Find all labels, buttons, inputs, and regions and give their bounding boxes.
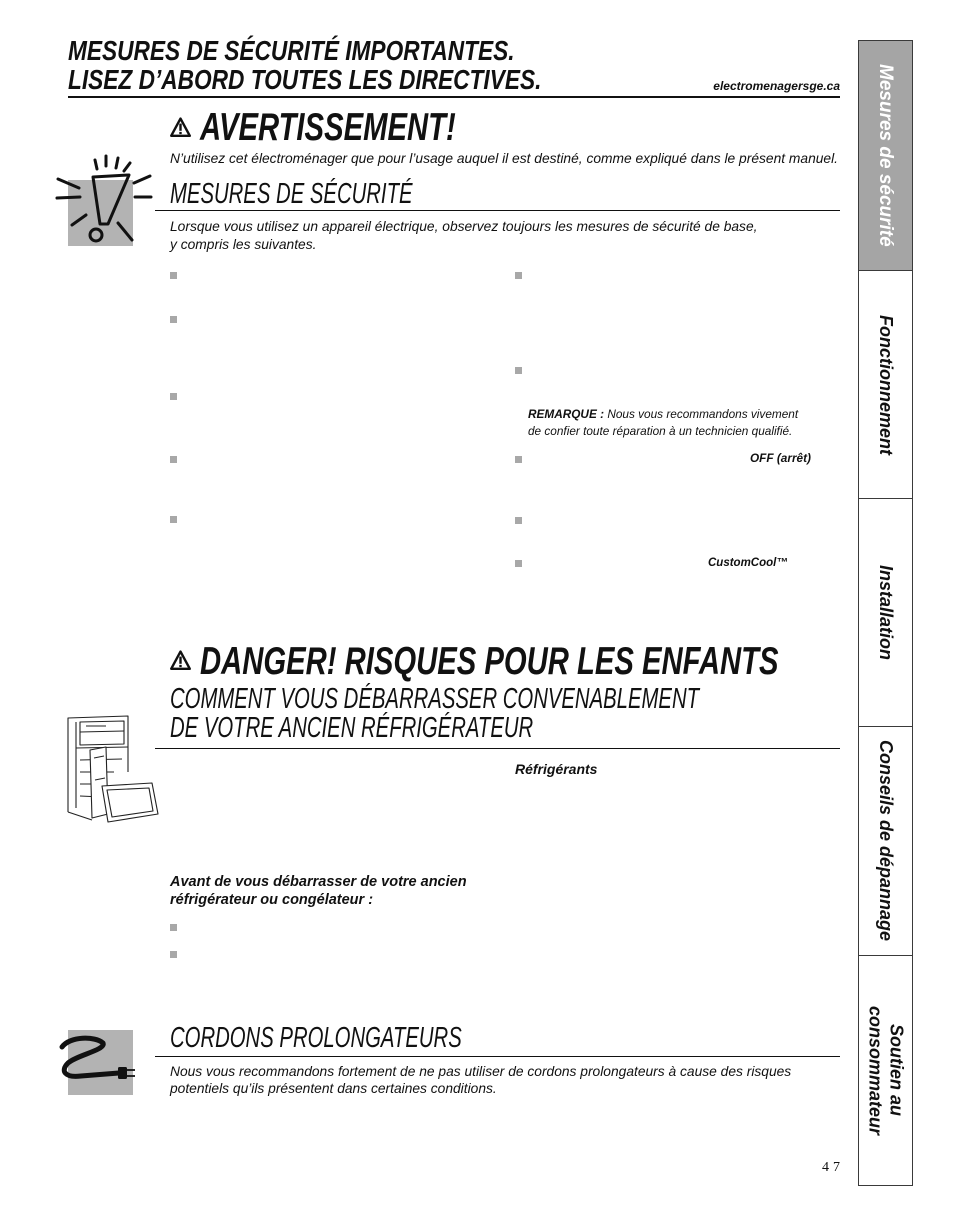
safety-heading: MESURES DE SÉCURITÉ xyxy=(170,178,413,210)
power-cord-icon xyxy=(55,1025,155,1100)
danger-subheading-line-2: DE VOTRE ANCIEN RÉFRIGÉRATEUR xyxy=(170,712,534,744)
danger-heading: DANGER! RISQUES POUR LES ENFANTS xyxy=(200,640,779,683)
warning-heading: AVERTISSEMENT! xyxy=(200,106,456,149)
warning-triangle-icon xyxy=(170,650,191,670)
danger-subheading-line-1: COMMENT VOUS DÉBARRASSER CONVENABLEMENT xyxy=(170,683,700,715)
refrigerator-icon xyxy=(62,710,162,828)
customcool-label: CustomCool™ xyxy=(708,557,788,569)
bullet-square-icon xyxy=(515,367,522,374)
refrigerants-label: Réfrigérants xyxy=(515,761,598,777)
tab-label-line: Soutien au xyxy=(886,1024,907,1117)
tab-installation[interactable] xyxy=(859,498,912,726)
tab-soutien-au-consommateur[interactable] xyxy=(859,955,912,1185)
safety-intro-line-2: y compris les suivantes. xyxy=(170,237,317,252)
safety-intro-line-1: Lorsque vous utilisez un appareil électrique, observez toujours les mesures de sécurité de base, xyxy=(170,219,758,234)
tab-label-line: consommateur xyxy=(865,1005,886,1136)
remark-text: Nous vous recommandons vivement xyxy=(607,407,799,421)
bullet-square-icon xyxy=(515,456,522,463)
tab-conseils-de-depannage[interactable] xyxy=(859,726,912,955)
remark-line-1 xyxy=(528,409,798,421)
remark-label: REMARQUE : xyxy=(528,407,605,421)
page-number: 47 xyxy=(822,1160,844,1175)
bullet-square-icon xyxy=(170,456,177,463)
tab-label xyxy=(875,565,896,660)
warning-intro-text: N’utilisez cet électroménager que pour l’usage auquel il est destiné, comme expliqué dans le présent manuel. xyxy=(170,151,838,166)
website-link[interactable]: electromenagersge.ca xyxy=(713,79,840,93)
tab-label xyxy=(875,740,896,941)
cords-heading-underline xyxy=(155,1056,840,1057)
before-disposal-line-1: Avant de vous débarrasser de votre ancien xyxy=(170,874,467,890)
page-title-line-1: MESURES DE SÉCURITÉ IMPORTANTES. xyxy=(68,35,515,66)
cords-heading: CORDONS PROLONGATEURS xyxy=(170,1022,462,1054)
bullet-square-icon xyxy=(515,272,522,279)
remark-line-2: de confier toute réparation à un technicien qualifié. xyxy=(528,424,793,438)
warning-triangle-icon xyxy=(170,117,191,137)
bullet-square-icon xyxy=(170,393,177,400)
tab-fonctionnement[interactable] xyxy=(859,270,912,498)
before-disposal-line-2: réfrigérateur ou congélateur : xyxy=(170,892,374,908)
danger-heading-underline xyxy=(155,748,840,749)
tab-label xyxy=(875,64,896,247)
tab-label xyxy=(865,1006,907,1135)
safety-heading-underline xyxy=(155,210,840,211)
cords-text-line-2: potentiels qu’ils présentent dans certaines conditions. xyxy=(170,1081,497,1096)
tab-label-line: Installation xyxy=(876,564,896,660)
bullet-square-icon xyxy=(170,924,177,931)
tab-mesures-de-securite[interactable] xyxy=(859,41,912,270)
tab-label-line: Conseils de dépannage xyxy=(876,740,896,942)
bullet-square-icon xyxy=(515,517,522,524)
tab-label-line: Mesures de sécurité xyxy=(875,64,896,247)
bullet-square-icon xyxy=(170,516,177,523)
page-title-line-2: LISEZ D’ABORD TOUTES LES DIRECTIVES. xyxy=(68,64,542,95)
bullet-square-icon xyxy=(515,560,522,567)
bullet-square-icon xyxy=(170,316,177,323)
tab-label xyxy=(875,315,896,455)
exclamation-icon xyxy=(55,155,155,255)
cords-text-line-1: Nous vous recommandons fortement de ne pas utiliser de cordons prolongateurs à cause des risques xyxy=(170,1064,792,1079)
bullet-square-icon xyxy=(170,951,177,958)
tab-label-line: Fonctionnement xyxy=(876,314,896,455)
off-label: OFF (arrêt) xyxy=(750,451,811,465)
section-tabs xyxy=(858,40,913,1186)
bullet-square-icon xyxy=(170,272,177,279)
header-divider xyxy=(68,96,840,98)
